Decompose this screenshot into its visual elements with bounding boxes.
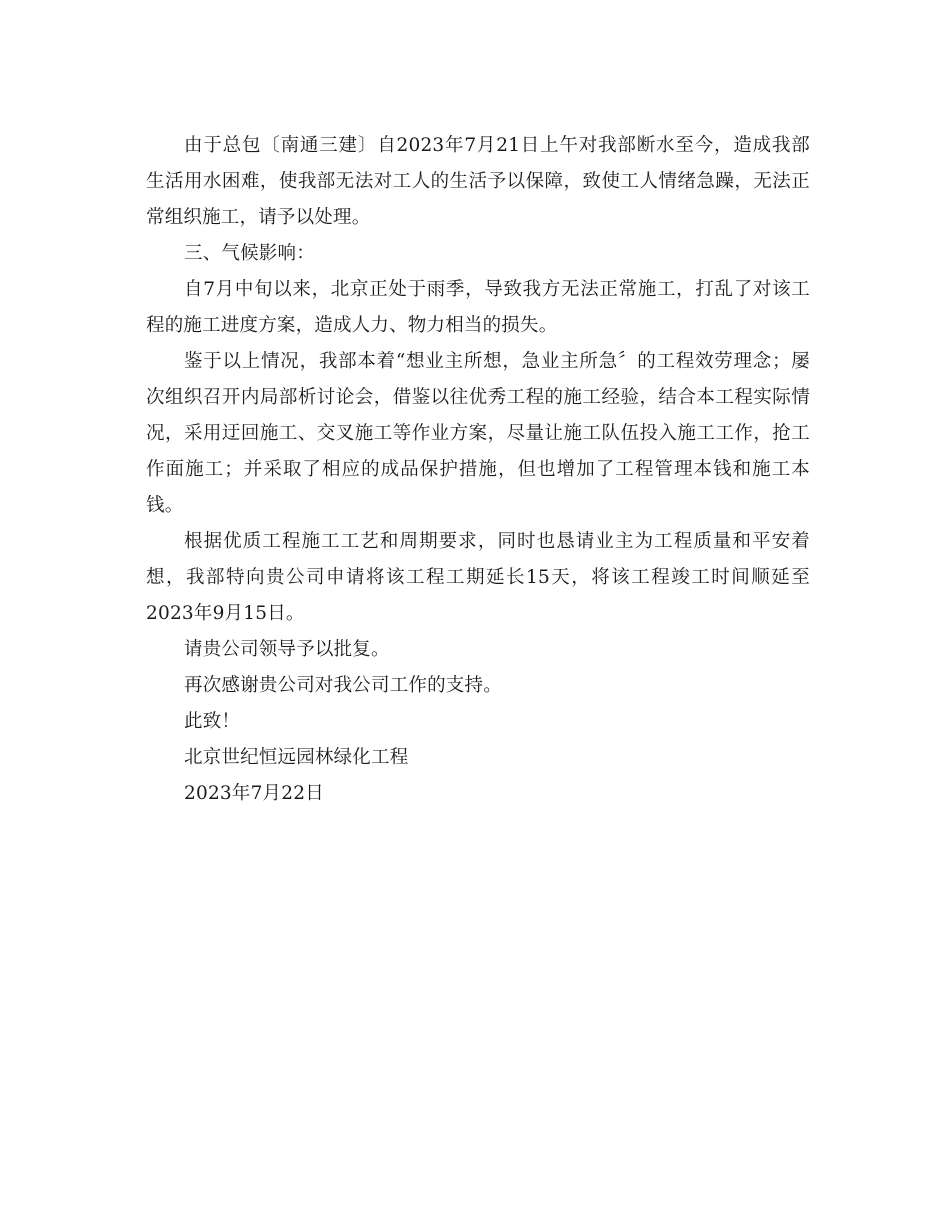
signature-company: 北京世纪恒远园林绿化工程: [184, 747, 409, 768]
paragraph-extension-request: 根据优质工程施工工艺和周期要求，同时也恳请业主为工程质量和平安着想，我部特向贵公司申请将该工程工期延长15天，将该工程竣工时间顺延至2023年9月15日。: [146, 531, 810, 624]
closing-salutation: 此致！: [184, 711, 241, 732]
closing-request: 请贵公司领导予以批复。: [184, 639, 390, 660]
paragraph-measures: 鉴于以上情况，我部本着“想业主所想，急业主所急〞的工程效劳理念；屡次组织召开内局部析讨论会，借鉴以往优秀工程的施工经验，结合本工程实际情况，采用迂回施工、交叉施工等作业方案，尽量让施工队伍投入施工工作，抢工作面施工；并采取了相应的成品保护措施，但也增加了工程管理本钱和施工本钱。: [146, 351, 810, 516]
paragraph-climate: 自7月中旬以来，北京正处于雨季，导致我方无法正常施工，打乱了对该工程的施工进度方案，造成人力、物力相当的损失。: [146, 279, 810, 336]
document-body: [146, 128, 810, 812]
paragraph-water-supply: 由于总包〔南通三建〕自2023年7月21日上午对我部断水至今，造成我部生活用水困难，使我部无法对工人的生活予以保障，致使工人情绪急躁，无法正常组织施工，请予以处理。: [146, 135, 810, 228]
signature-date: 2023年7月22日: [184, 783, 324, 804]
section-heading-climate: 三、气候影响：: [184, 243, 315, 264]
closing-thanks: 再次感谢贵公司对我公司工作的支持。: [184, 675, 502, 696]
